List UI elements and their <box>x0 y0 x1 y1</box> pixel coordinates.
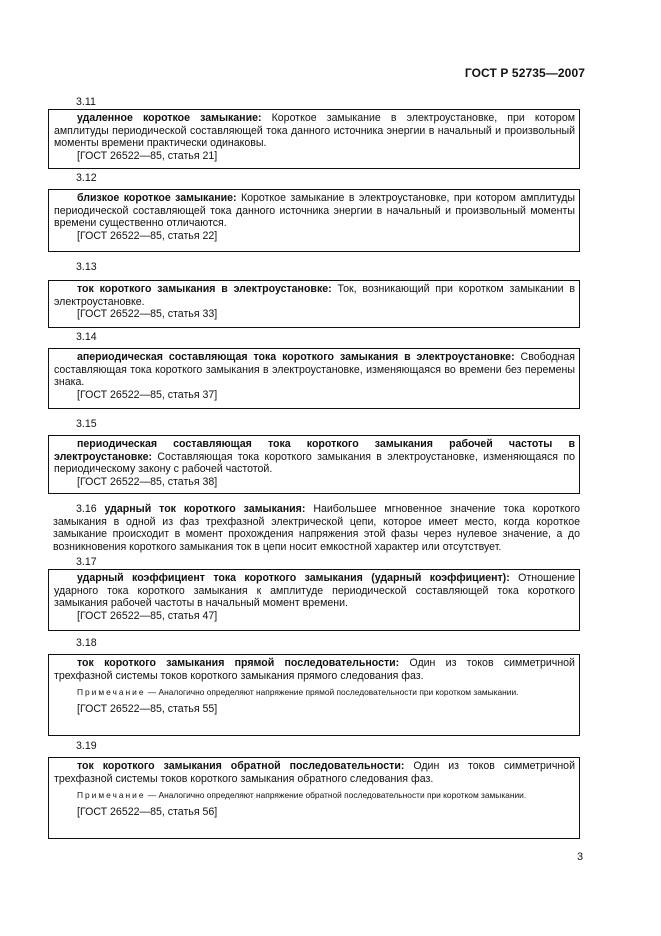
term: апериодическая составляющая тока короткого замыкания в электроустановке: <box>77 351 515 363</box>
source-reference: [ГОСТ 26522—85, статья 47] <box>77 609 218 622</box>
definition-box <box>48 348 580 409</box>
entry-number: 3.16 <box>76 503 97 515</box>
entry-number: 3.14 <box>76 331 97 343</box>
entry-number: 3.12 <box>76 172 97 184</box>
definition-text: Один из токов симметричной трехфазной системы токов короткого замыкания прямого следования фаз. <box>54 657 575 682</box>
entry-number: 3.17 <box>76 556 97 568</box>
source-reference: [ГОСТ 26522—85, статья 22] <box>77 229 218 242</box>
definition-text: Отношение ударного тока короткого замыкания к амплитуде периодической составляющей тока короткого замыкания рабочей частоты в начальный момент времени. <box>54 572 576 610</box>
entry-number: 3.18 <box>76 637 97 649</box>
definition-text: Составляющая тока короткого замыкания в электроустановке, изменяющаяся по периодическому закону с рабочей частотой. <box>54 450 575 476</box>
source-reference: [ГОСТ 26522—85, статья 37] <box>77 388 218 401</box>
definition-box <box>48 654 580 736</box>
definition-text: Короткое замыкание в электроустановке, при котором амплитуды периодической составляющей тока данного источника энергии в начальный и произвольный моменты времени существенно отличаются. <box>54 192 575 230</box>
source-reference: [ГОСТ 26522—85, статья 21] <box>77 149 218 162</box>
entry-number: 3.19 <box>76 740 97 752</box>
definition-box <box>48 189 580 252</box>
page-number: 3 <box>577 851 583 863</box>
entry-number: 3.15 <box>76 418 97 430</box>
source-reference: [ГОСТ 26522—85, статья 56] <box>77 806 218 819</box>
plain-definition <box>53 503 580 553</box>
definition-box <box>48 280 580 328</box>
source-reference: [ГОСТ 26522—85, статья 55] <box>77 703 218 716</box>
definition-text: Один из токов симметричной трехфазной системы токов короткого замыкания обратного следования фаз. <box>54 760 575 785</box>
note-label: Примечание <box>77 790 146 801</box>
note-label: Примечание <box>77 687 146 698</box>
definition-text: Наибольшее мгновенное значение тока короткого замыкания в одной из фаз трехфазной электрической цепи, которое имеет место, когда короткое замыкание происходит в момент прохождения напряжения этой фазы через нулевое значение, а до возникновения короткого замыкания ток в цепи носит емкостной характер или отсутствует. <box>53 503 580 553</box>
standard-header: ГОСТ Р 52735—2007 <box>464 66 585 80</box>
term: ударный ток короткого замыкания: <box>104 503 306 515</box>
note-text: — Аналогично определяют напряжение обратной последовательности при коротком замыкании. <box>145 790 527 801</box>
term: периодическая составляющая тока короткого замыкания рабочей частоты в электроустановке: <box>54 438 575 463</box>
definition-box <box>48 569 580 631</box>
definition-text: Свободная составляющая тока короткого замыкания в электроустановке, изменяющаяся во времени без перемены знака. <box>54 351 575 389</box>
source-reference: [ГОСТ 26522—85, статья 33] <box>77 308 218 321</box>
note <box>54 790 575 801</box>
definition-box <box>48 109 580 169</box>
term: ток короткого замыкания обратной последовательности: <box>77 760 405 772</box>
entry-number: 3.13 <box>76 261 97 273</box>
definition-text: Короткое замыкание в электроустановке, при котором амплитуды периодической составляющей тока данного источника энергии в начальный и произвольный моменты времени практически одинаковы. <box>54 112 575 150</box>
source-reference: [ГОСТ 26522—85, статья 38] <box>77 475 218 488</box>
term: ударный коэффициент тока короткого замыкания (ударный коэффициент): <box>77 572 510 584</box>
definition-text: Ток, возникающий при коротком замыкании в электроустановке. <box>54 283 575 308</box>
definition-box <box>48 757 580 839</box>
term: ток короткого замыкания в электроустановке: <box>77 283 332 295</box>
term: ток короткого замыкания прямой последовательности: <box>77 657 400 669</box>
note <box>54 687 575 698</box>
entry-number: 3.11 <box>76 96 96 108</box>
note-text: — Аналогично определяют напряжение прямой последовательности при коротком замыкании. <box>145 687 519 698</box>
term: близкое короткое замыкание: <box>77 192 237 204</box>
term: удаленное короткое замыкание: <box>77 112 262 124</box>
definition-box <box>48 435 580 494</box>
